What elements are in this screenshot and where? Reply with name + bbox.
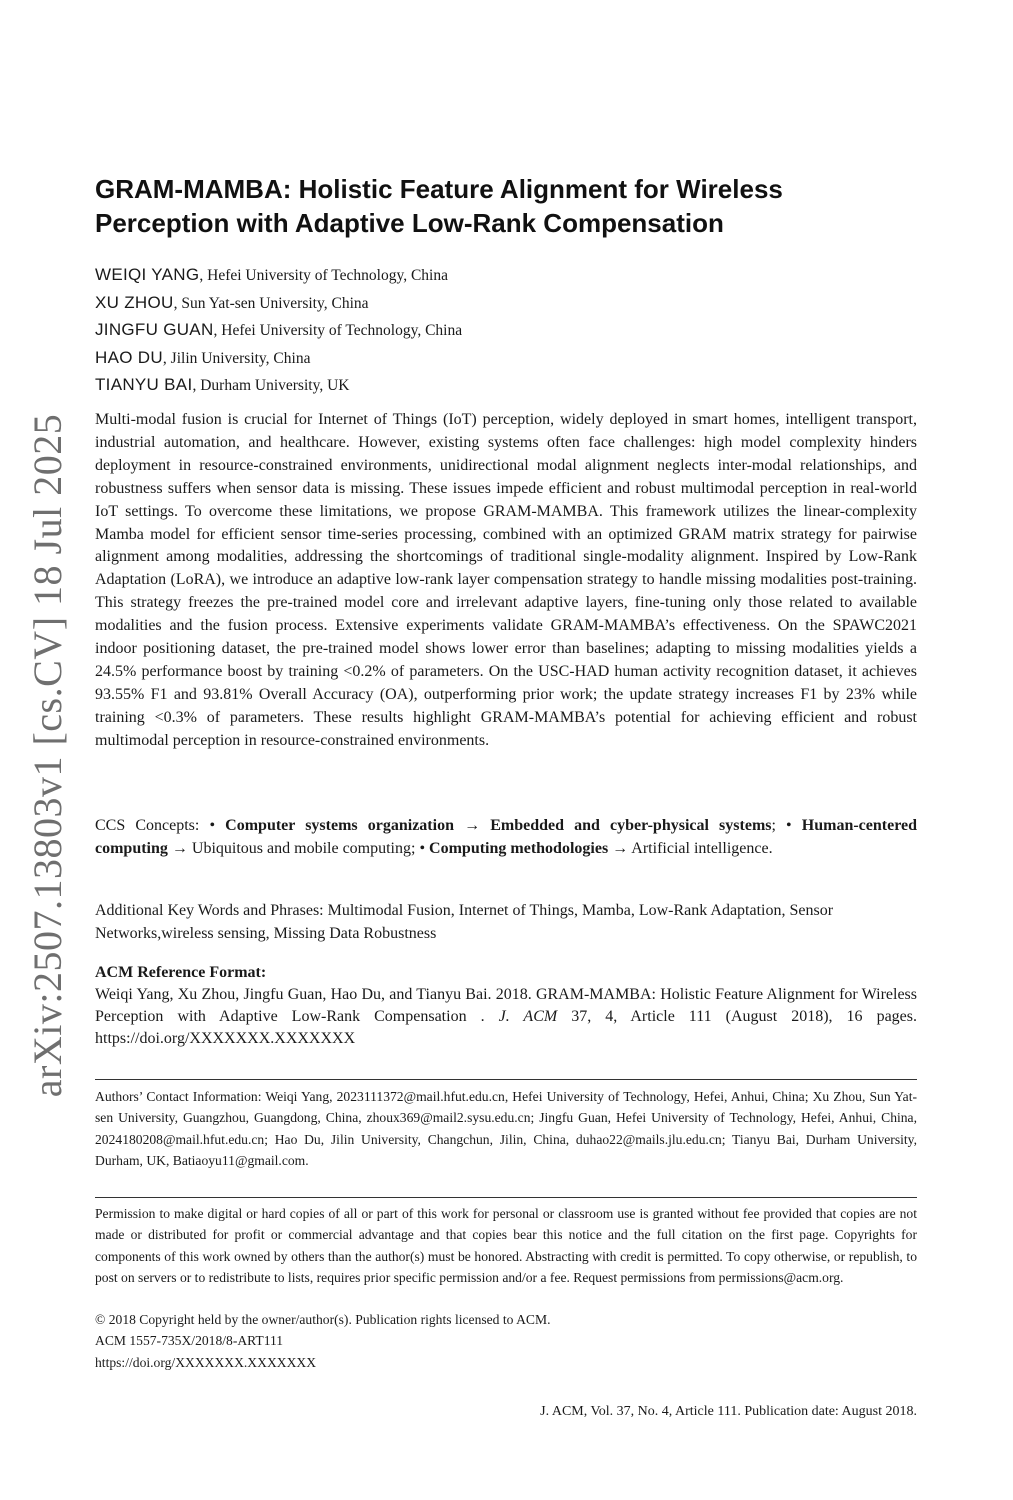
arrow-icon: →	[171, 840, 188, 857]
acm-reference-format	[95, 962, 917, 1050]
copyright-block	[95, 1309, 917, 1373]
divider	[95, 1197, 917, 1198]
keywords-label: Additional Key Words and Phrases:	[95, 902, 324, 919]
reference-citation: Weiqi Yang, Xu Zhou, Jingfu Guan, Hao Du, and Tianyu Bai. 2018. GRAM-MAMBA: Holistic Feature Alignment for Wireless Perception with Adaptive Low-Rank Compensation .	[95, 986, 917, 1025]
divider	[95, 1079, 917, 1080]
acm-reference-text	[95, 984, 917, 1050]
author-list	[95, 262, 917, 400]
acm-reference-heading: ACM Reference Format:	[95, 964, 267, 981]
author-name: WEIQI YANG	[95, 265, 200, 284]
author-name: HAO DU	[95, 347, 163, 367]
author-entry: JINGFU GUAN, Hefei University of Technology, China	[95, 320, 463, 340]
ccs-concept-1: Computer systems organization	[225, 817, 454, 834]
ccs-concept-2: Human-centered computing	[95, 817, 918, 857]
doi-line: https://doi.org/XXXXXXX.XXXXXXX	[95, 1354, 317, 1370]
author-entry: TIANYU BAI, Durham University, UK	[95, 375, 350, 395]
author-affiliation: Hefei University of Technology, China	[207, 267, 448, 284]
author-entry: XU ZHOU, Sun Yat-sen University, China	[95, 292, 369, 312]
permission-notice: Permission to make digital or hard copies of all or part of this work for personal or classroom use is granted without fee provided that copies are not made or distributed for profit or commercial advantage and that copies bear this notice and the full citation on the first page. Copyrights for components of this work owned by others than the author(s) must be honored. Abstracting with credit is permitted. To copy otherwise, or republish, to post on servers or to redistribute to lists, requires prior specific permission and/or a fee. Request permissions from permissions@acm.org.	[95, 1206, 917, 1285]
ccs-concept-3-sub: Artificial intelligence.	[631, 840, 773, 857]
ccs-label: CCS Concepts:	[95, 817, 200, 834]
ccs-concept-3: Computing methodologies	[429, 840, 609, 857]
arxiv-identifier-text: arXiv:2507.13803v1 [cs.CV] 18 Jul 2025	[25, 413, 71, 1097]
abstract: Multi-modal fusion is crucial for Internet of Things (IoT) perception, widely deployed in smart homes, intelligent transport, industrial automation, and healthcare. However, existing systems often face challenges: high model complexity hinders deployment in resource-constrained environments, unidirectional modal alignment neglects inter-modal relationships, and robustness suffers when sensor data is missing. These issues impede efficient and robust multimodal perception in real-world IoT settings. To overcome these limitations, we propose GRAM-MAMBA. This framework utilizes the linear-complexity Mamba model for efficient sensor time-series processing, combined with an optimized GRAM matrix strategy for pairwise alignment among modalities, addressing the shortcomings of traditional single-modality alignment. Inspired by Low-Rank Adaptation (LoRA), we introduce an adaptive low-rank layer compensation strategy to handle missing modalities post-training. This strategy freezes the pre-trained model core and irrelevant adaptive layers, fine-tuning only those related to available modalities and the fusion process. Extensive experiments validate GRAM-MAMBA’s effectiveness. On the SPAWC2021 indoor positioning dataset, the pre-trained model shows lower error than baselines; adapting to missing modalities yields a 24.5% performance boost by training <0.2% of parameters. On the USC-HAD human activity recognition dataset, it achieves 93.55% F1 and 93.81% Overall Accuracy (OA), outperforming prior work; the update strategy increases F1 by 23% while training <0.3% of parameters. These results highlight GRAM-MAMBA’s potential for achieving efficient and robust multimodal perception in resource-constrained environments.	[95, 411, 917, 749]
keywords-text: Multimodal Fusion, Internet of Things, Mamba, Low-Rank Adaptation, Sensor Networks,wireless sensing, Missing Data Robustness	[95, 902, 834, 942]
keywords	[95, 899, 917, 945]
author-name: TIANYU BAI	[95, 375, 193, 395]
paper-title: GRAM-MAMBA: Holistic Feature Alignment for Wireless Perception with Adaptive Low-Rank Compensation	[95, 174, 783, 238]
author-affiliation: Sun Yat-sen University, China	[181, 294, 369, 312]
author-affiliation: Durham University, UK	[200, 377, 350, 395]
copyright-line: © 2018 Copyright held by the owner/author(s). Publication rights licensed to ACM.	[95, 1312, 551, 1327]
reference-journal: J. ACM	[498, 1008, 558, 1025]
issn-line: ACM 1557-735X/2018/8-ART111	[95, 1333, 284, 1349]
author-contact-info: Authors’ Contact Information: Weiqi Yang, 2023111372@mail.hfut.edu.cn, Hefei University of Technology, Hefei, Anhui, China; Xu Zhou, Sun Yat-sen University, Guangzhou, Guangdong, China, zhoux369@mail2.sysu.edu.cn; Jingfu Guan, Hefei University of Technology, Hefei, Anhui, China, 2024180208@mail.hfut.edu.cn; Hao Du, Jilin University, Changchun, Jilin, China, duhao22@mails.jlu.edu.cn; Tianyu Bai, Durham University, Durham, UK, Batiaoyu11@gmail.com.	[95, 1089, 917, 1169]
author-affiliation: Hefei University of Technology, China	[221, 322, 463, 340]
ccs-concept-2-sub: Ubiquitous and mobile computing	[191, 840, 411, 857]
reference-details: 37, 4, Article 111 (August 2018), 16 pages. https://doi.org/XXXXXXX.XXXXXXX	[95, 1008, 917, 1047]
arxiv-identifier-stamp	[18, 395, 78, 1115]
ccs-concepts: CCS Concepts: • Computer systems organization → Embedded and cyber-physical systems; • Human-centered computing → Ubiquitous and mobile computing; • Computing methodologies → Artificial intelligence.	[95, 817, 918, 857]
ccs-concept-1-sub: Embedded and cyber-physical systems	[490, 817, 772, 834]
arrow-icon: →	[464, 817, 481, 834]
author-entry: WEIQI YANG, Hefei University of Technology, China	[95, 265, 448, 284]
author-entry: HAO DU, Jilin University, China	[95, 347, 311, 367]
author-name: XU ZHOU	[95, 292, 174, 312]
author-affiliation: Jilin University, China	[170, 349, 311, 367]
arrow-icon: →	[612, 840, 629, 857]
author-name: JINGFU GUAN	[95, 320, 214, 340]
page-footer: J. ACM, Vol. 37, No. 4, Article 111. Publication date: August 2018.	[540, 1404, 917, 1419]
